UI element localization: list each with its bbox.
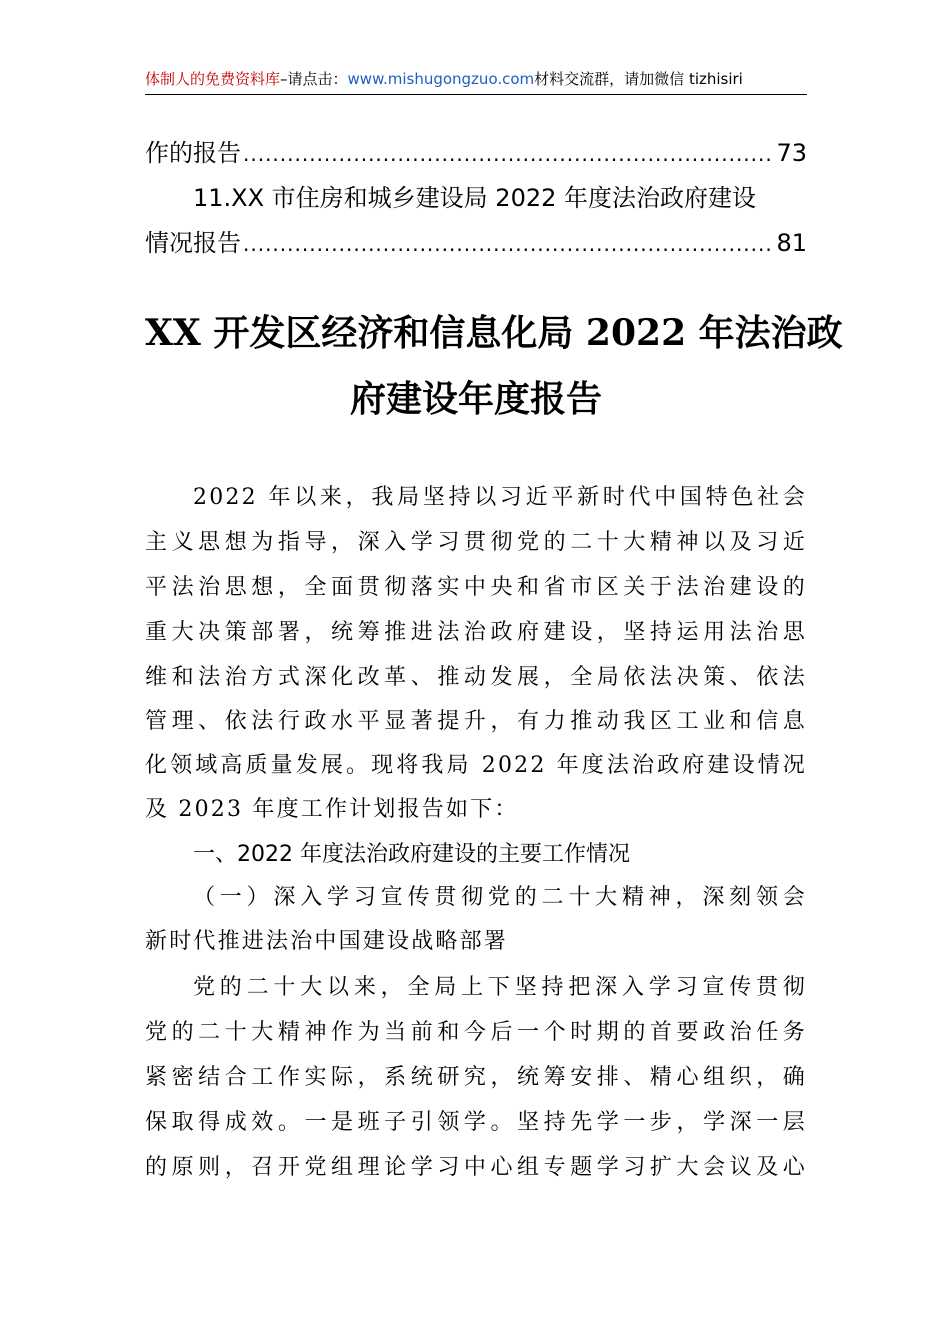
toc-item-text: 情况报告 [145,229,241,257]
paragraph-line: 党的二十大以来，全局上下坚持把深入学习宣传贯彻 [193,975,807,1000]
paragraph-line: 2022 年以来，我局坚持以习近平新时代中国特色社会 [193,485,807,510]
section-heading-1: 一、2022 年度法治政府建设的主要工作情况 [193,842,630,867]
header-tail: 材料交流群，请加微信 tizhisiri [534,70,743,88]
header-brand: 体制人的免费资料库 [145,70,281,88]
paragraph-line: 管理、依法行政水平显著提升，有力推动我区工业和信息 [145,709,807,734]
toc-page-number: 81 [776,229,807,257]
toc-leader-dots [243,226,774,262]
header-url-link[interactable]: www.mishugongzuo.com [347,70,535,88]
toc-item-11[interactable] [145,180,807,216]
toc-item-10-continued[interactable] [145,135,807,171]
page-header [145,68,807,95]
document-title-line-1: XX 开发区经济和信息化局 2022 年法治政 [145,312,843,354]
toc-page-number: 73 [776,139,807,167]
subheading-line: 新时代推进法治中国建设战略部署 [145,929,509,954]
toc-item-text: 11.XX 市住房和城乡建设局 2022 年度法治政府建设 [193,184,757,212]
paragraph-line: 重大决策部署，统筹推进法治政府建设，坚持运用法治思 [145,620,807,645]
paragraph-line: 紧密结合工作实际，系统研究，统筹安排、精心组织，确 [145,1065,807,1090]
paragraph-line: 维和法治方式深化改革、推动发展，全局依法决策、依法 [145,665,807,690]
paragraph-line: 保取得成效。一是班子引领学。坚持先学一步，学深一层 [145,1110,807,1135]
paragraph-line: 平法治思想，全面贯彻落实中央和省市区关于法治建设的 [145,575,807,600]
document-title-line-2: 府建设年度报告 [349,378,602,420]
paragraph-line: 及 2023 年度工作计划报告如下： [145,797,519,822]
header-prompt: –请点击： [280,70,348,88]
toc-leader-dots [243,136,774,172]
subheading-line: （一）深入学习宣传贯彻党的二十大精神，深刻领会 [193,885,807,910]
toc-item-11-continued[interactable] [145,225,807,261]
paragraph-line: 主义思想为指导，深入学习贯彻党的二十大精神以及习近 [145,530,807,555]
paragraph-line: 党的二十大精神作为当前和今后一个时期的首要政治任务 [145,1020,807,1045]
paragraph-line: 的原则，召开党组理论学习中心组专题学习扩大会议及心 [145,1155,807,1180]
paragraph-line: 化领域高质量发展。现将我局 2022 年度法治政府建设情况 [145,753,807,778]
toc-item-text: 作的报告 [145,139,241,167]
